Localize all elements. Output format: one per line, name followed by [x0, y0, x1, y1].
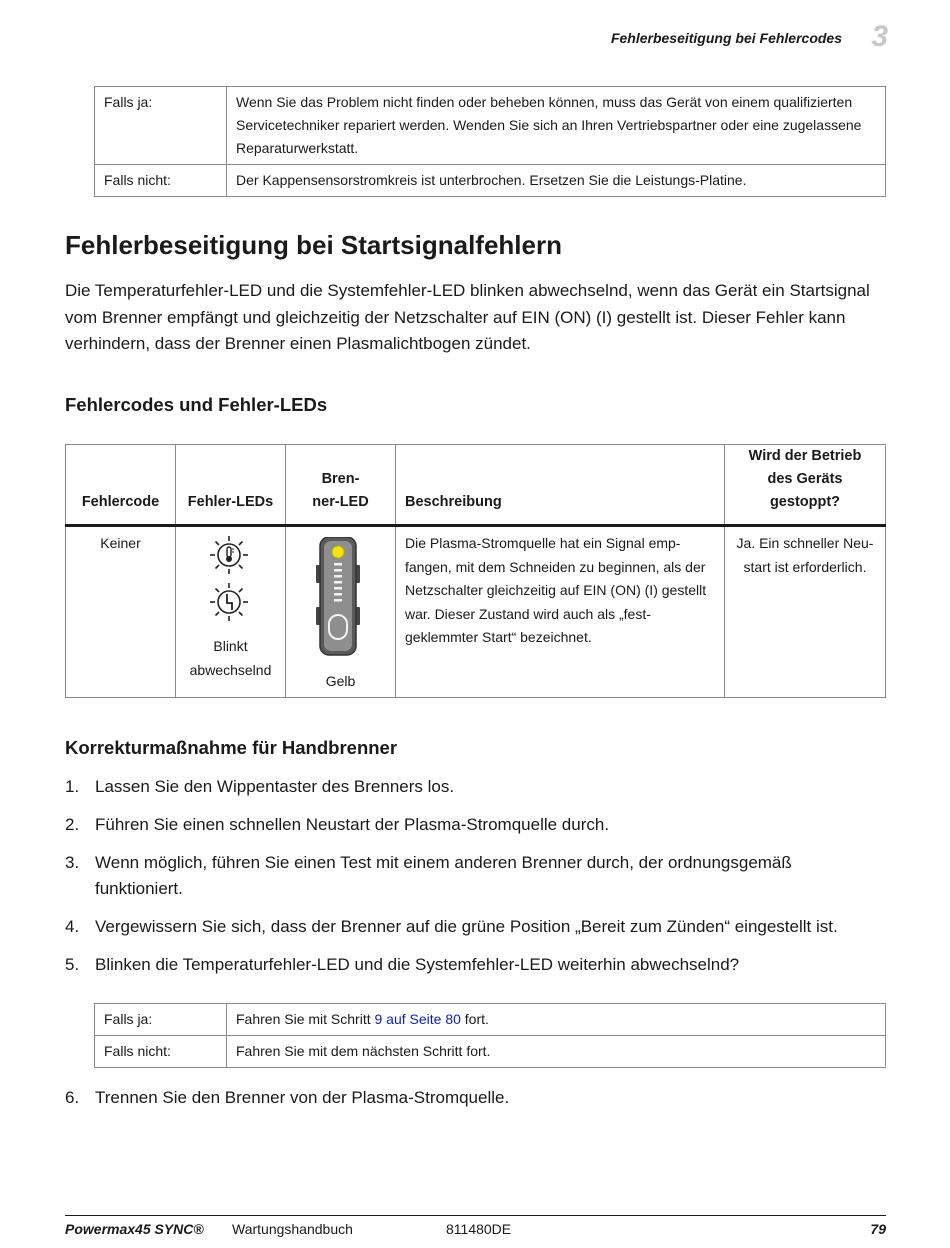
list-item [65, 952, 865, 978]
footer-product: Powermax45 SYNC® [65, 1221, 204, 1237]
cell-stopped: Ja. Ein schneller Neu-start ist erforderlich. [725, 526, 886, 698]
table-row [66, 526, 886, 698]
condition-no-key: Falls nicht: [95, 165, 227, 197]
step-text: Blinken die Temperaturfehler-LED und die Systemfehler-LED weiterhin abwechselnd? [95, 955, 740, 974]
col-header-torch-led [286, 445, 396, 526]
torch-led-caption: Gelb [325, 673, 356, 689]
col-header-leds: Fehler-LEDs [176, 445, 286, 526]
col-header-stopped-line2: des Geräts [767, 471, 843, 487]
step-number: 2. [65, 815, 80, 834]
condition-yes-prefix: Fahren Sie mit Schritt [236, 1011, 375, 1027]
cell-leds [176, 526, 286, 698]
condition-no-value: Fahren Sie mit dem nächsten Schritt fort. [227, 1036, 886, 1068]
step-link[interactable]: 9 auf Seite 80 [374, 1011, 461, 1027]
table-row [95, 1004, 886, 1036]
col-header-stopped-line3: gestoppt? [769, 494, 841, 510]
condition-yes-value: Wenn Sie das Problem nicht finden oder beheben können, muss das Gerät von einem qualifizierten Servicetechniker repariert werden. Wenden Sie sich an Ihren Vertriebspartner oder eine zugelassene Reparaturwerkstatt. [227, 87, 886, 165]
footer-doc-number: 811480DE [446, 1221, 512, 1237]
footer-doc-type: Wartungshandbuch [232, 1221, 353, 1237]
step-text: Lassen Sie den Wippentaster des Brenners los. [95, 777, 455, 796]
torch-led-icon [316, 537, 360, 657]
step-number: 1. [65, 777, 80, 796]
step-text: Führen Sie einen schnellen Neustart der Plasma-Stromquelle durch. [95, 815, 610, 834]
list-item [65, 914, 865, 940]
header-section-title: Fehlerbeseitigung bei Fehlercodes [610, 30, 842, 46]
system-fault-led-icon [209, 582, 249, 622]
leds-caption-line1: Blinkt [213, 638, 248, 654]
list-item [65, 850, 835, 902]
temperature-fault-led-icon [209, 535, 249, 575]
col-header-torch-led-line1: Bren- [321, 471, 360, 487]
list-item [65, 812, 865, 838]
corrective-heading: Korrekturmaßnahme für Handbrenner [65, 737, 398, 758]
condition-no-key: Falls nicht: [95, 1036, 227, 1068]
section-title: Fehlerbeseitigung bei Startsignalfehlern [65, 230, 562, 260]
leds-caption [176, 635, 285, 682]
condition-yes-value [227, 1004, 886, 1036]
table-row [95, 1036, 886, 1068]
cell-code: Keiner [66, 526, 176, 698]
footer-page-number: 79 [870, 1221, 886, 1237]
leds-caption-line2: abwechselnd [189, 661, 272, 678]
step-text: Trennen Sie den Brenner von der Plasma-Stromquelle. [95, 1088, 510, 1107]
step-number: 3. [65, 853, 80, 872]
col-header-torch-led-line2: ner-LED [312, 494, 369, 510]
step-number: 4. [65, 917, 80, 936]
step-text: Vergewissern Sie sich, dass der Brenner auf die grüne Position „Bereit zum Zünden“ eingestellt ist. [95, 917, 838, 936]
step-number: 6. [65, 1088, 80, 1107]
condition-yes-key: Falls ja: [95, 87, 227, 165]
step-text: Wenn möglich, führen Sie einen Test mit einem anderen Brenner durch, der ordnungsgemäß funktioniert. [95, 853, 792, 898]
col-header-stopped-line1: Wird der Betrieb [748, 448, 862, 464]
error-code-table [65, 444, 886, 698]
condition-yes-key: Falls ja: [95, 1004, 227, 1036]
footer-divider [65, 1215, 886, 1216]
col-header-stopped [725, 445, 886, 526]
list-item [65, 774, 865, 800]
cell-torch-led [286, 526, 396, 698]
condition-no-value: Der Kappensensorstromkreis ist unterbrochen. Ersetzen Sie die Leistungs-Platine. [227, 165, 886, 197]
condition-yes-suffix: fort. [460, 1011, 489, 1027]
table-row [95, 87, 886, 165]
step-number: 5. [65, 955, 80, 974]
codes-heading: Fehlercodes und Fehler-LEDs [65, 394, 328, 415]
cell-description: Die Plasma-Stromquelle hat ein Signal emp-fangen, mit dem Schneiden zu beginnen, als der Netzschalter gleichzeitig auf EIN (ON) (I) gestellt war. Dieser Zustand wird auch als „fest-geklemmter Start“ bezeichnet. [396, 526, 725, 698]
section-intro: Die Temperaturfehler-LED und die Systemfehler-LED blinken abwechselnd, wenn das Gerät ein Startsignal vom Brenner empfängt und gleichzeitig der Netzschalter auf EIN (ON) (I) gestellt ist. Dieser Fehler kann verhindern, dass der Brenner einen Plasmalichtbogen zündet. [65, 281, 870, 353]
table-header-row [66, 445, 886, 526]
step5-condition-table [94, 1003, 886, 1068]
top-condition-table [94, 86, 886, 197]
chapter-number: 3 [871, 20, 888, 53]
table-row [95, 165, 886, 197]
col-header-description: Beschreibung [396, 445, 725, 526]
col-header-code: Fehlercode [66, 445, 176, 526]
list-item [65, 1085, 865, 1111]
